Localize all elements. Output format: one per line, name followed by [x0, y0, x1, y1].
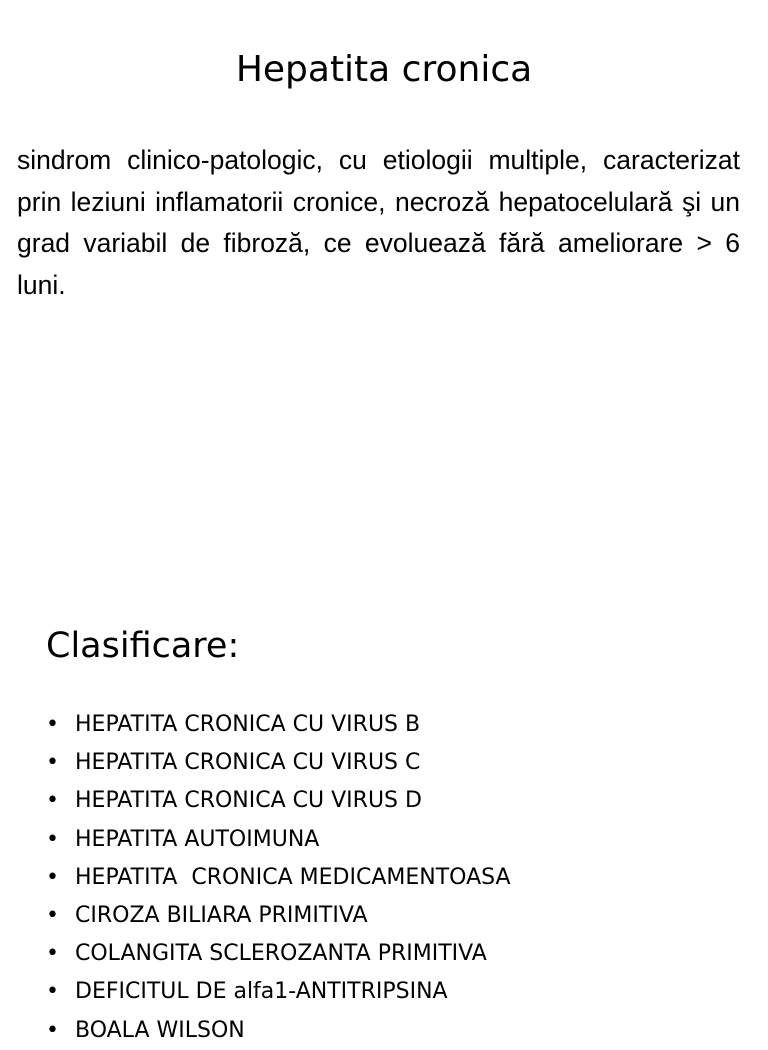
list-item: • COLANGITA SCLEROZANTA PRIMITIVA	[46, 935, 511, 973]
list-item: • HEPATITA CRONICA CU VIRUS D	[46, 782, 511, 820]
list-item: • CIROZA BILIARA PRIMITIVA	[46, 897, 511, 935]
definition-text: sindrom clinico-patologic, cu etiologii multiple, caracterizat prin leziuni inflamatorii cronice, necroză hepatocelulară şi un grad variabil de fibroză, ce evoluează fără ameliorare > 6 luni.	[17, 145, 740, 300]
list-item: • HEPATITA CRONICA CU VIRUS C	[46, 744, 511, 782]
list-item: • HEPATITA CRONICA MEDICAMENTOASA	[46, 859, 511, 897]
classification-list	[46, 706, 511, 1050]
slide-clasificare	[0, 600, 768, 1043]
list-item: • BOALA WILSON	[46, 1012, 511, 1050]
list-item: • DEFICITUL DE alfa1-ANTITRIPSINA	[46, 973, 511, 1011]
list-item: • HEPATITA CRONICA CU VIRUS B	[46, 706, 511, 744]
slide-title: Hepatita cronica	[235, 49, 533, 90]
section-title: Clasificare:	[46, 626, 240, 666]
list-item: • HEPATITA AUTOIMUNA	[46, 821, 511, 859]
